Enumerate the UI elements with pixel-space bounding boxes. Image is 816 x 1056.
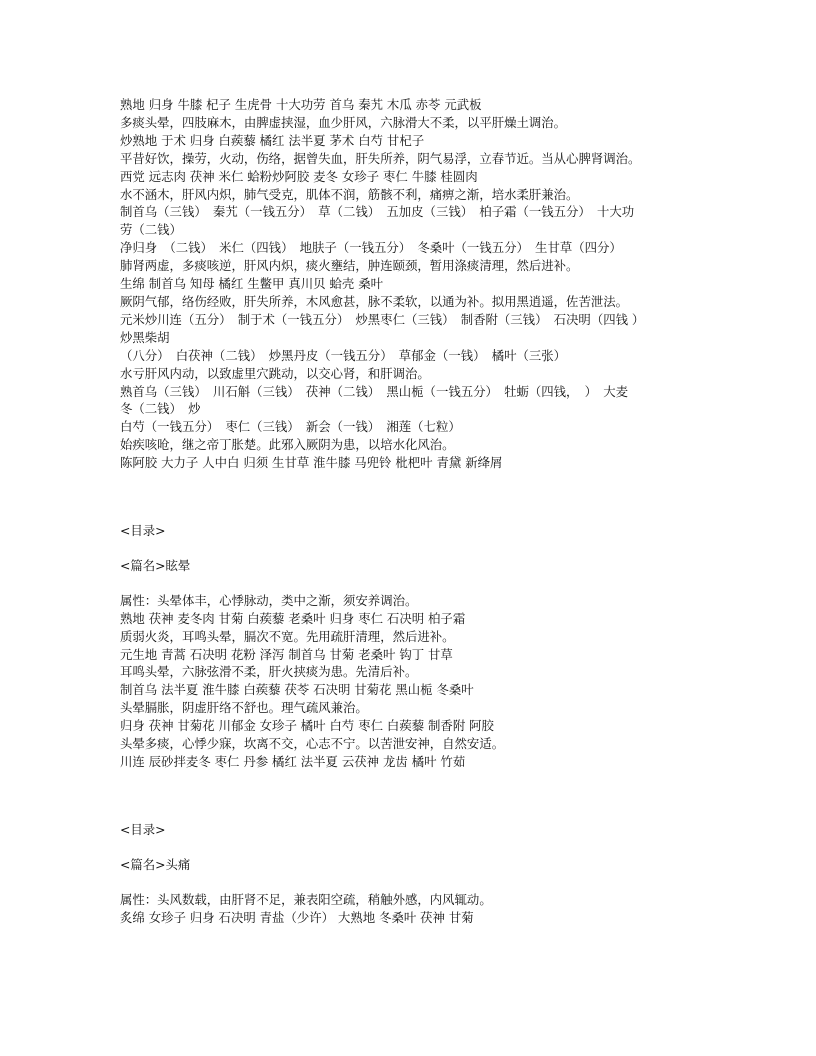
text-line: 熟地 茯神 麦冬肉 甘菊 白蒺藜 老桑叶 归身 枣仁 石决明 柏子霜	[120, 610, 466, 626]
text-line: 炒黑柴胡	[120, 329, 170, 345]
section-gap	[120, 472, 700, 522]
chapter-title: <篇名>头痛	[120, 856, 191, 872]
spacer	[120, 874, 700, 891]
chapter-title: <篇名>眩晕	[120, 557, 191, 573]
text-line: 净归身 （二钱） 米仁（四钱） 地肤子（一钱五分） 冬桑叶（一钱五分） 生甘草（四分）	[120, 240, 622, 256]
spacer	[120, 540, 700, 557]
text-line: 厥阴气郁，络伤经败，肝失所养，木风愈甚，脉不柔软，以通为补。拟用黑逍遥，佐苦泄法。	[120, 293, 629, 309]
section-gap	[120, 771, 700, 821]
text-line: 多痰头晕，四肢麻木，由脾虚挟湿，血少肝风，六脉滑大不柔，以平肝燥土调治。	[120, 114, 567, 130]
text-line: 肺肾两虚，多痰咳逆，肝风内炽，痰火壅结，肿连颐颈，暂用涤痰清理，然后进补。	[120, 258, 579, 274]
text-line: 属性：头晕体丰，心悸脉动，类中之渐，须安养调治。	[120, 592, 418, 608]
text-line: 制首乌 法半夏 淮牛膝 白蒺藜 茯苓 石决明 甘菊花 黑山栀 冬桑叶	[120, 682, 474, 698]
text-line: 西党 远志肉 茯神 米仁 蛤粉炒阿胶 麦冬 女珍子 枣仁 牛膝 桂圆肉	[120, 168, 478, 184]
text-line: 制首乌（三钱） 秦艽（一钱五分） 草（二钱） 五加皮（三钱） 柏子霜（一钱五分） 十大功	[120, 204, 635, 220]
text-line: 水不涵木，肝风内炽，肺气受克，肌体不润，筋骸不利，痛痹之渐，培水柔肝兼治。	[120, 186, 579, 202]
text-line: 属性：头风数载，由肝肾不足，兼表阳空疏，稍触外感，内风辄动。	[120, 891, 492, 907]
spacer	[120, 575, 700, 592]
text-line: 生绵 制首乌 知母 橘红 生鳖甲 真川贝 蛤壳 桑叶	[120, 276, 383, 292]
section-dizziness	[120, 522, 700, 771]
table-of-contents-link[interactable]: <目录>	[120, 821, 166, 837]
text-line: 平昔好饮，操劳，火动，伤络，据曾失血，肝失所养，阴气易浮，立春节近。当从心脾肾调治。	[120, 150, 641, 166]
text-line: 水亏肝风内动，以致虚里穴跳动，以交心肾，和肝调治。	[120, 365, 430, 381]
text-line: 白芍（一钱五分） 枣仁（三钱） 新会（一钱） 湘莲（七粒）	[120, 419, 461, 435]
text-line: （八分） 白茯神（二钱） 炒黑丹皮（一钱五分） 草郁金（一钱） 橘叶（三张）	[120, 347, 567, 363]
text-line: 头晕多痰，心悸少寐，坎离不交，心志不宁。以苦泄安神，自然安适。	[120, 736, 505, 752]
section-prescriptions	[120, 96, 700, 472]
text-line: 炙绵 女珍子 归身 石决明 青盐（少许） 大熟地 冬桑叶 茯神 甘菊	[120, 909, 474, 925]
text-line: 质弱火炎，耳鸣头晕，膈次不宽。先用疏肝清理，然后进补。	[120, 628, 455, 644]
text-line: 川连 辰砂拌麦冬 枣仁 丹参 橘红 法半夏 云茯神 龙齿 橘叶 竹茹	[120, 754, 466, 769]
document-page	[120, 96, 700, 927]
text-line: 熟地 归身 牛膝 杞子 生虎骨 十大功劳 首乌 秦艽 木瓜 赤苓 元武板	[120, 97, 482, 112]
text-line: 耳鸣头晕，六脉弦滑不柔，肝火挟痰为患。先清后补。	[120, 664, 418, 680]
text-line: 始疾咳呛，继之帝丁胀楚。此邪入厥阴为患，以培水化风治。	[120, 437, 455, 453]
text-line: 陈阿胶 大力子 人中白 归须 生甘草 淮牛膝 马兜铃 枇杷叶 青黛 新绛屑	[120, 455, 503, 471]
text-line: 元生地 青蒿 石决明 花粉 泽泻 制首乌 甘菊 老桑叶 钩丁 甘草	[120, 646, 453, 662]
text-line: 头晕膈胀，阴虚肝络不舒也。理气疏风兼治。	[120, 700, 368, 716]
text-line: 熟首乌（三钱） 川石斛（三钱） 茯神（二钱） 黑山栀（一钱五分） 牡蛎（四钱， ） 大麦	[120, 383, 628, 399]
table-of-contents-link[interactable]: <目录>	[120, 523, 166, 539]
text-line: 归身 茯神 甘菊花 川郁金 女珍子 橘叶 白芍 枣仁 白蒺藜 制香附 阿胶	[120, 718, 494, 734]
text-line: 冬（二钱） 炒	[120, 401, 201, 417]
text-line: 劳（二钱）	[120, 222, 182, 238]
spacer	[120, 839, 700, 856]
section-headache	[120, 821, 700, 927]
text-line: 元米炒川连（五分） 制于术（一钱五分） 炒黑枣仁（三钱） 制香附（三钱） 石决明（四钱 ）	[120, 311, 645, 327]
text-line: 炒熟地 于术 归身 白蒺藜 橘红 法半夏 茅术 白芍 甘杞子	[120, 132, 425, 148]
